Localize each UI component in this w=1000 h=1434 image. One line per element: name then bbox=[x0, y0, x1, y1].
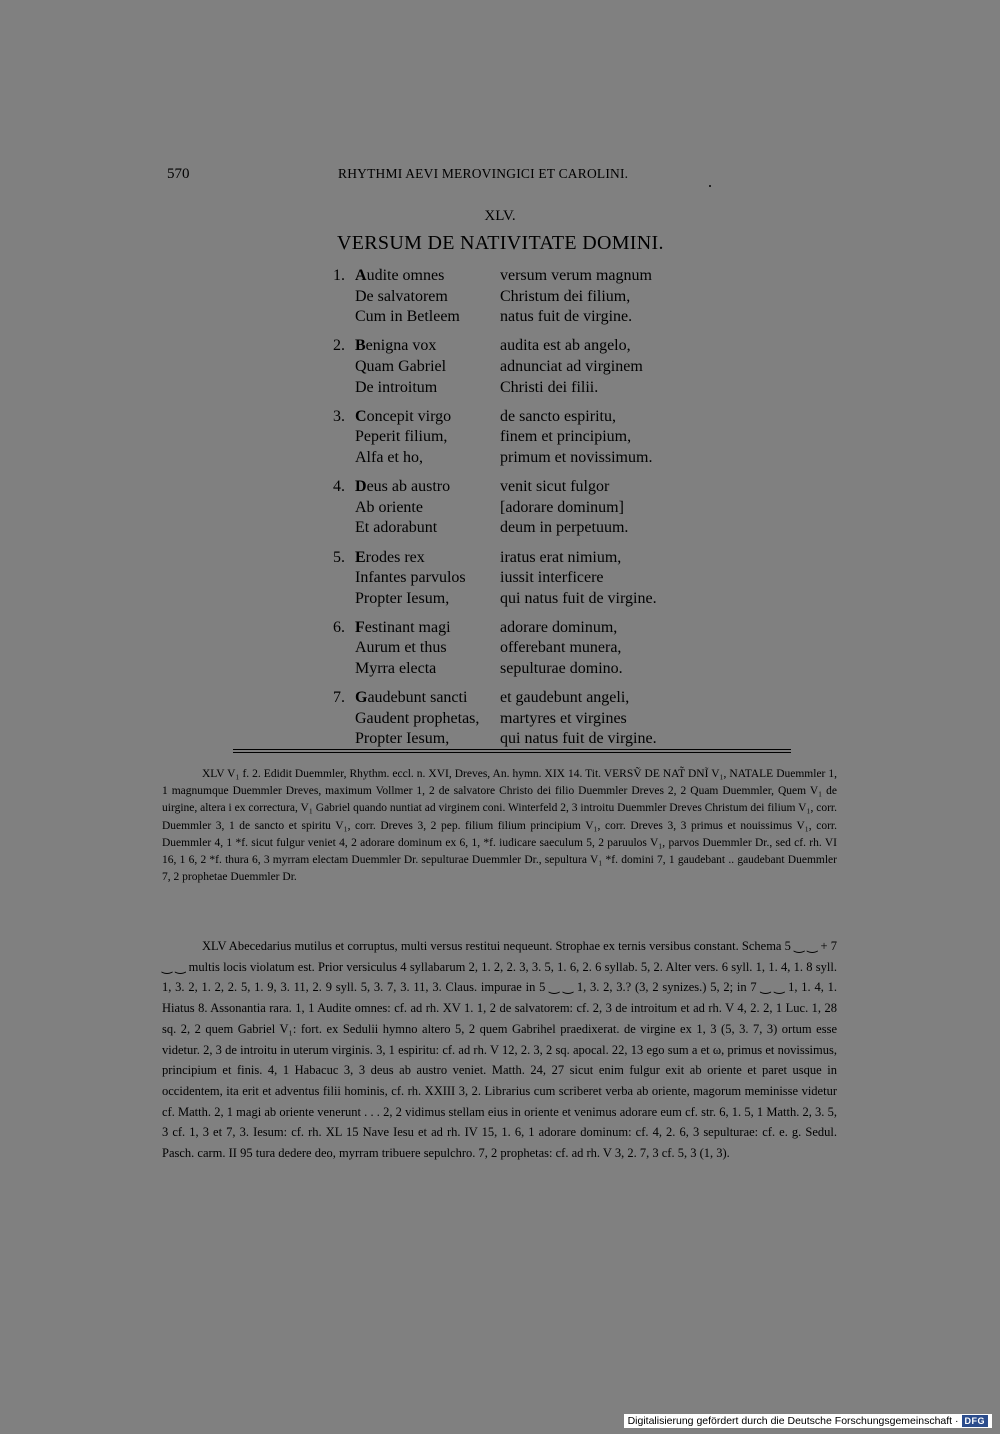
verse-first-half-text: estinant magi bbox=[364, 618, 451, 636]
verse-first-half-text: Myrra electa bbox=[355, 660, 437, 678]
verse-second-half: iratus erat nimium, bbox=[500, 548, 622, 566]
verse-line bbox=[333, 407, 733, 428]
stanza-number: 5. bbox=[333, 548, 345, 566]
verse-second-half: qui natus fuit de virgine. bbox=[500, 730, 657, 748]
verse-second-half: versum verum magnum bbox=[500, 267, 652, 284]
verse-first-half-text: De salvatorem bbox=[355, 287, 448, 305]
stanza-number bbox=[333, 448, 355, 469]
stanza-number bbox=[333, 659, 355, 680]
verse-second-half: iussit interficere bbox=[500, 569, 604, 587]
stanza-number bbox=[333, 357, 355, 378]
verse-first-half bbox=[355, 498, 500, 519]
verse-first-half bbox=[355, 618, 500, 639]
separator-rule bbox=[233, 749, 791, 750]
verse-first-half-text: Cum in Betleem bbox=[355, 308, 460, 326]
verse-line bbox=[333, 336, 733, 357]
verse-first-half bbox=[355, 548, 500, 569]
stanza-number: 4. bbox=[333, 478, 345, 496]
page-number: 570 bbox=[167, 166, 190, 182]
verse-first-half-text: rodes rex bbox=[365, 548, 425, 566]
verse-first-half bbox=[355, 568, 500, 589]
verse-second-half: martyres et virgines bbox=[500, 709, 627, 727]
acrostic-initial: B bbox=[355, 337, 366, 355]
stanza-number bbox=[333, 427, 355, 448]
verse-second-half: Christum dei filium, bbox=[500, 287, 631, 305]
acrostic-initial: D bbox=[355, 478, 367, 496]
stanza bbox=[333, 548, 733, 610]
verse-second-half: deum in perpetuum. bbox=[500, 519, 629, 537]
commentary bbox=[162, 936, 837, 1164]
verse-first-half bbox=[355, 407, 500, 428]
verse-line bbox=[333, 568, 733, 589]
verse-first-half bbox=[355, 378, 500, 399]
verse-second-half: et gaudebunt angeli, bbox=[500, 689, 630, 707]
verse-line bbox=[333, 709, 733, 730]
verse-first-half bbox=[355, 427, 500, 448]
verse-second-half: primum et novissimum. bbox=[500, 448, 653, 466]
verse-second-half: qui natus fuit de virgine. bbox=[500, 589, 657, 607]
verse-first-half-text: Ab oriente bbox=[355, 498, 423, 516]
stanza-number: 3. bbox=[333, 407, 345, 425]
verse-first-half bbox=[355, 307, 500, 328]
verse-line bbox=[333, 688, 733, 709]
verse-line bbox=[333, 638, 733, 659]
stanza-number bbox=[333, 568, 355, 589]
verse-first-half-text: Propter Iesum, bbox=[355, 589, 450, 607]
stanza bbox=[333, 266, 733, 328]
verse-first-half bbox=[355, 477, 500, 498]
stanza bbox=[333, 477, 733, 539]
stanza-number: 7. bbox=[333, 689, 345, 707]
verse-second-half: venit sicut fulgor bbox=[500, 478, 610, 496]
verse-first-half-text: Aurum et thus bbox=[355, 639, 447, 657]
apparatus-text: XLV V₁ f. 2. Edidit Duemmler, Rhythm. eccl. n. XVI, Dreves, An. hymn. XIX 14. Tit. VERSṼ DE NAT̃ DNĨ V₁, NATALE Duemmler 1, 1 magnumque Duemmler Dreves, maximum Vollmer 1, 2 de salvatore Christo dei filio Duemmler Dreves 2, 2 Quam Duemmler, Quem V₁ de uirgine, altera i ex correctura, V₁ Gabriel quando nuntiat ad virginem coni. Winterfeld 2, 3 introitu Duemmler Dreves Christum dei filium V₁, corr. Duemmler 3, 1 de sancto et spiritu V₁, corr. Dreves 3, 2 pep. filium filium principium V₁, corr. Dreves 3, 3 primus et nouissimus V₁, corr. Duemmler 4, 1 *f. sicut fulgur veniet 4, 2 adorare dominum ex 6, 1, *f. iudicare saeculum 5, 2 paruulos V₁, parvos Duemmler Dr., sed cf. rh. VI 16, 1 6, 2 *f. thura 6, 3 myrram electam Duemmler Dr. sepulturae Duemmler Dr., sepultura V₁ *f. domini 7, 1 gaudebant .. gaudebant Duemmler 7, 2 prophetae Duemmler Dr. bbox=[162, 768, 837, 884]
footer-text: Digitalisierung gefördert durch die Deutsche Forschungsgemeinschaft · bbox=[627, 1415, 959, 1427]
stanza-number bbox=[333, 378, 355, 399]
verse-line bbox=[333, 287, 733, 308]
stanza-number bbox=[333, 518, 355, 539]
verse-first-half bbox=[355, 688, 500, 709]
stanza-number bbox=[333, 589, 355, 610]
verse-first-half-text: Gaudent prophetas, bbox=[355, 709, 480, 727]
verse-first-half-text: Et adorabunt bbox=[355, 519, 438, 537]
verse-first-half-text: Peperit filium, bbox=[355, 428, 448, 446]
verse-line bbox=[333, 729, 733, 750]
verse-line bbox=[333, 357, 733, 378]
acrostic-initial: A bbox=[355, 267, 367, 284]
verse-line bbox=[333, 427, 733, 448]
verse-line bbox=[333, 518, 733, 539]
stanza-number: 2. bbox=[333, 337, 345, 355]
verse-first-half-text: Propter Iesum, bbox=[355, 730, 450, 748]
verse-line bbox=[333, 378, 733, 399]
verse-first-half-text: De introitum bbox=[355, 378, 438, 396]
stanza-number bbox=[333, 709, 355, 730]
verse-second-half: Christi dei filii. bbox=[500, 378, 599, 396]
dfg-logo: DFG bbox=[962, 1415, 989, 1427]
stanza-number bbox=[333, 638, 355, 659]
verse-first-half-text: enigna vox bbox=[365, 337, 437, 355]
verse-second-half: de sancto espiritu, bbox=[500, 407, 616, 425]
verse-second-half: natus fuit de virgine. bbox=[500, 308, 633, 326]
verse-second-half: [adorare dominum] bbox=[500, 498, 624, 516]
verse-first-half bbox=[355, 357, 500, 378]
speck bbox=[709, 185, 711, 187]
stanza bbox=[333, 407, 733, 469]
verse-second-half: adnunciat ad virginem bbox=[500, 357, 643, 375]
verse-line bbox=[333, 498, 733, 519]
verse-second-half: offerebant munera, bbox=[500, 639, 622, 657]
verse-first-half bbox=[355, 638, 500, 659]
verse-first-half-text: Infantes parvulos bbox=[355, 569, 466, 587]
stanza-number bbox=[333, 307, 355, 328]
verse-line bbox=[333, 307, 733, 328]
verse-first-half-text: Quam Gabriel bbox=[355, 357, 447, 375]
acrostic-initial: F bbox=[355, 618, 365, 636]
running-head: RHYTHMI AEVI MEROVINGICI ET CAROLINI. bbox=[338, 166, 629, 181]
acrostic-initial: G bbox=[355, 689, 368, 707]
verse-second-half: adorare dominum, bbox=[500, 618, 618, 636]
verse-line bbox=[333, 589, 733, 610]
stanza-number: 6. bbox=[333, 618, 345, 636]
verse-first-half-text: audebunt sancti bbox=[367, 689, 468, 707]
verse-second-half: sepulturae domino. bbox=[500, 660, 623, 678]
commentary-text: XLV Abecedarius mutilus et corruptus, multi versus restitui nequeunt. Strophae ex ternis versibus constant. Schema 5 ‿ ‿ + 7 ‿ ‿ multis locis violatum est. Prior versiculus 4 syllabarum 2, 1. 2, 2. 3, 3. 5, 1. 6, 2. 6 syllab. 5, 2. Alter vers. 6 syll. 1, 1. 4, 1. 8 syll. 1, 3. 2, 1. 2, 2. 5, 1. 9, 3. 11, 2. 9 syll. 5, 3. 7, 3. 11, 3. Claus. impurae in 5 ‿ ‿ 1, 3. 2, 3.? (3, 2 synizes.) 5, 2; in 7 ‿ ‿ 1, 1. 4, 1. Hiatus 8. Assonantia rara. 1, 1 Audite omnes: cf. ad rh. XV 1. 1, 2 de salvatorem: cf. 2, 3 de introitum et ad rh. V 4, 2. 2, 1 Luc. 1, 28 sq. 2, 2 quem Gabriel V₁: fort. ex Sedulii hymno altero 5, 2 quem Gabrihel praedixerat. de virgine ex 1, 3 (5, 3. 7, 3) ortum esse videtur. 2, 3 de introitu in uterum virginis. 3, 1 espiritu: cf. ad rh. V 12, 2. 3, 2 sq. apocal. 22, 13 ego sum a et ω, primus et novissimus, principium et finis. 4, 1 Habacuc 3, 3 deus ab austro veniet. Matth. 24, 27 sicut enim fulgur exit ab oriente et paret usque in occidentem, ita erit et adventus filii hominis, cf. rh. XXIII 3, 2. Librarius cum scriberet verba ab oriente, magorum meminisse videtur cf. Matth. 2, 1 magi ab oriente venerunt . . . 2, 2 vidimus stellam eius in oriente et venimus adorare eum cf. str. 6, 1. 5, 1 Matth. 2, 3. 5, 3 cf. 1, 3 et 7, 3. Iesum: cf. rh. XL 15 Nave Iesu et ad rh. IV 15, 1. 6, 1 adorare dominum: cf. 4, 2. 6, 3 sepulturae: cf. e. g. Sedul. Pasch. carm. II 95 tura dedere deo, myrram tribuere sepulchro. 7, 2 prophetas: cf. ad rh. V 3, 2. 7, 3 cf. 5, 3 (1, 3). bbox=[162, 939, 837, 1161]
stanza-number bbox=[333, 729, 355, 750]
stanza bbox=[333, 618, 733, 680]
verse-first-half-text: eus ab austro bbox=[366, 478, 451, 496]
digitization-footer bbox=[624, 1414, 992, 1428]
verse-first-half bbox=[355, 287, 500, 308]
verse-line bbox=[333, 266, 733, 287]
verse-first-half bbox=[355, 266, 500, 287]
stanza-number bbox=[333, 287, 355, 308]
verse-first-half bbox=[355, 518, 500, 539]
verse-line bbox=[333, 448, 733, 469]
verse-second-half: finem et principium, bbox=[500, 428, 632, 446]
verse-first-half bbox=[355, 659, 500, 680]
stanza bbox=[333, 336, 733, 398]
verse-first-half bbox=[355, 589, 500, 610]
verse-first-half-text: udite omnes bbox=[366, 267, 445, 284]
verse-first-half bbox=[355, 729, 500, 750]
acrostic-initial: C bbox=[355, 407, 367, 425]
acrostic-initial: E bbox=[355, 548, 366, 566]
separator-rule-lower bbox=[233, 752, 791, 753]
verse-line bbox=[333, 618, 733, 639]
poem-title: VERSUM DE NATIVITATE DOMINI. bbox=[337, 232, 664, 254]
verse-second-half: audita est ab angelo, bbox=[500, 337, 631, 355]
poem-body bbox=[333, 266, 733, 759]
verse-first-half-text: oncepit virgo bbox=[366, 407, 452, 425]
verse-line bbox=[333, 477, 733, 498]
verse-line bbox=[333, 659, 733, 680]
stanza-number bbox=[333, 498, 355, 519]
stanza bbox=[333, 688, 733, 750]
verse-first-half bbox=[355, 448, 500, 469]
verse-first-half bbox=[355, 709, 500, 730]
verse-first-half bbox=[355, 336, 500, 357]
verse-first-half-text: Alfa et ho, bbox=[355, 448, 423, 466]
verse-line bbox=[333, 548, 733, 569]
critical-apparatus bbox=[162, 766, 837, 886]
stanza-number: 1. bbox=[333, 267, 345, 284]
poem-number: XLV. bbox=[484, 208, 516, 224]
